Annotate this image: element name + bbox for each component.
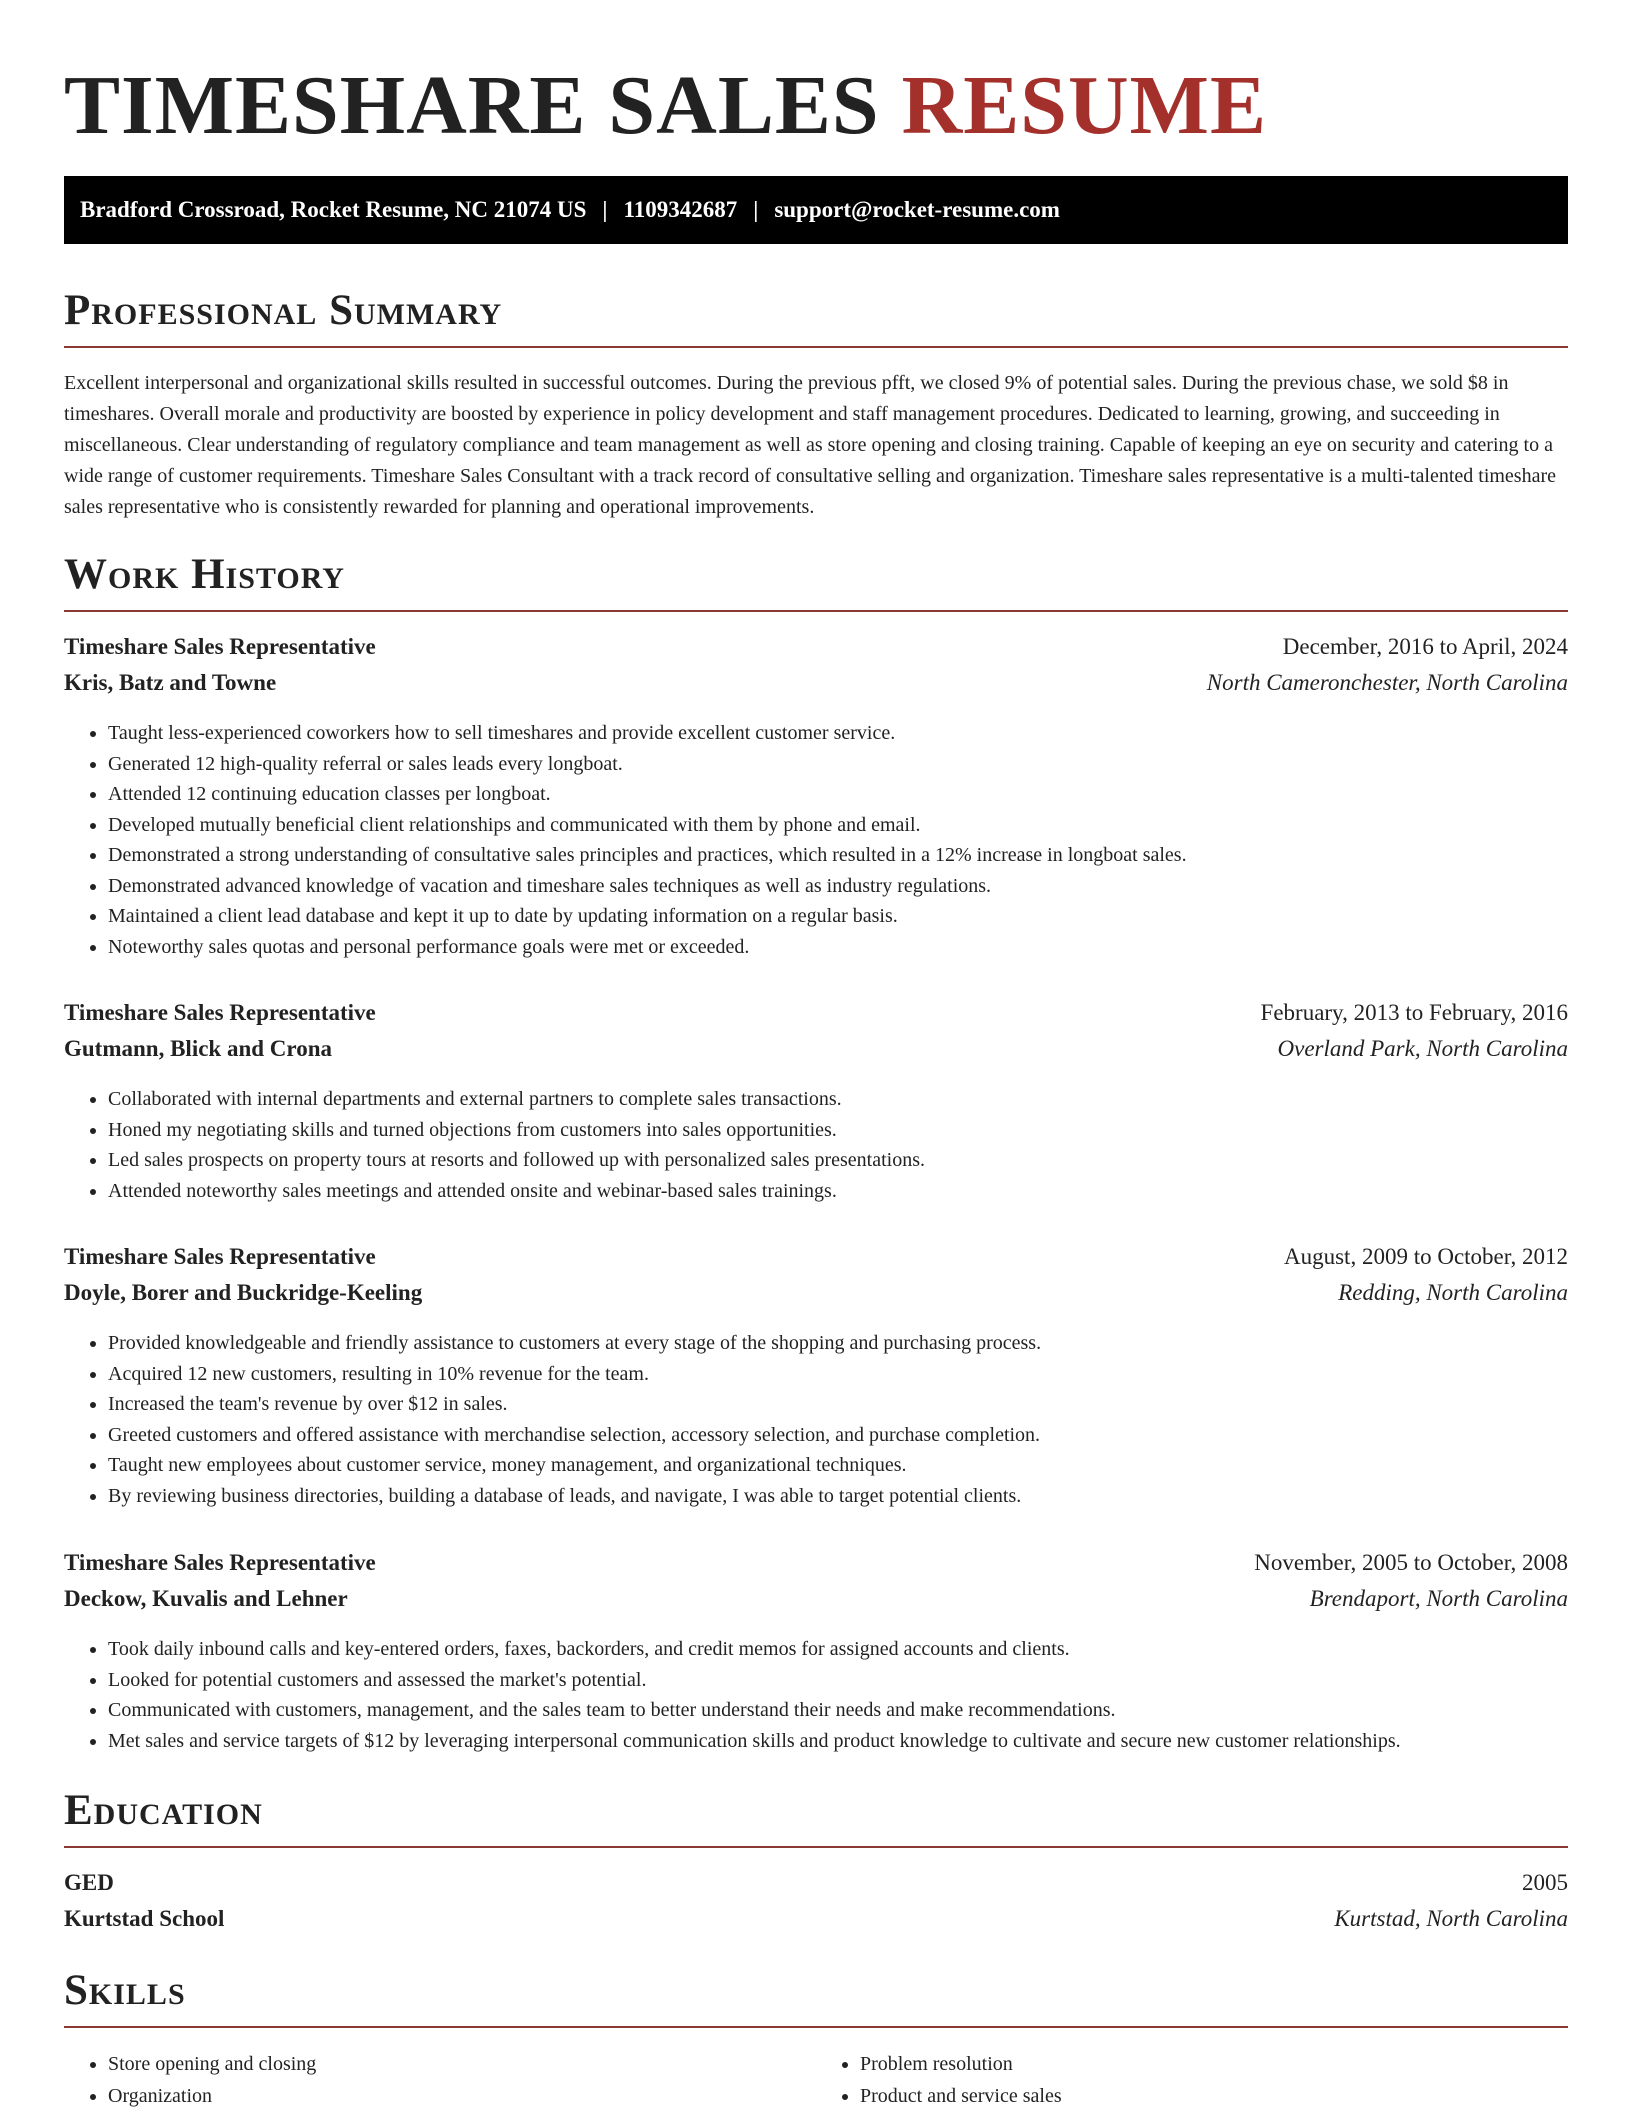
- education-entry: [64, 1870, 1568, 1942]
- job-dates: August, 2009 to October, 2012: [1284, 1244, 1568, 1269]
- job-bullet: • Acquired 12 new customers, resulting in 10% revenue for the team.: [108, 1359, 1568, 1390]
- job-bullets: [64, 1084, 1568, 1206]
- education-school: Kurtstad School: [64, 1906, 225, 1931]
- job-bullet: • Taught new employees about customer service, money management, and organizational techniques.: [108, 1450, 1568, 1481]
- job-bullet: • Communicated with customers, management, and the sales team to better understand their needs and make recommendations.: [108, 1695, 1568, 1726]
- job-company: Deckow, Kuvalis and Lehner: [64, 1586, 348, 1611]
- job-location: Brendaport, North Carolina: [1309, 1586, 1568, 1611]
- job-entry: [64, 1000, 1568, 1206]
- job-company: Kris, Batz and Towne: [64, 670, 277, 695]
- job-bullets: [64, 718, 1568, 962]
- job-dates: February, 2013 to February, 2016: [1260, 1000, 1568, 1025]
- job-bullets: [64, 1634, 1568, 1756]
- skills-column-left: [64, 2048, 816, 2112]
- job-dates: November, 2005 to October, 2008: [1254, 1550, 1568, 1575]
- job-bullet: • Demonstrated a strong understanding of consultative sales principles and practices, which resulted in a 12% increase in longboat sales.: [108, 840, 1568, 871]
- work-history-heading: Work History: [64, 550, 1568, 612]
- contact-email: support@rocket-resume.com: [774, 197, 1060, 222]
- job-bullet: • Attended 12 continuing education classes per longboat.: [108, 779, 1568, 810]
- job-bullet: • Collaborated with internal departments and external partners to complete sales transactions.: [108, 1084, 1568, 1115]
- skill-item: • Organization: [108, 2080, 816, 2112]
- contact-address: Bradford Crossroad, Rocket Resume, NC 21074 US: [80, 197, 587, 222]
- skills-list: [64, 2048, 1568, 2112]
- job-company: Doyle, Borer and Buckridge-Keeling: [64, 1280, 423, 1305]
- job-title: Timeshare Sales Representative: [64, 1244, 376, 1269]
- job-bullet: • Looked for potential customers and assessed the market's potential.: [108, 1665, 1568, 1696]
- job-bullet: • Took daily inbound calls and key-entered orders, faxes, backorders, and credit memos for assigned accounts and clients.: [108, 1634, 1568, 1665]
- job-dates: December, 2016 to April, 2024: [1282, 634, 1568, 659]
- job-bullet: • Taught less-experienced coworkers how to sell timeshares and provide excellent customer service.: [108, 718, 1568, 749]
- job-bullet: • Met sales and service targets of $12 by leveraging interpersonal communication skills and product knowledge to cultivate and secure new customer relationships.: [108, 1726, 1568, 1757]
- job-bullet: • Greeted customers and offered assistance with merchandise selection, accessory selection, and purchase completion.: [108, 1420, 1568, 1451]
- title-accent: RESUME: [901, 59, 1267, 152]
- title-main: TIMESHARE SALES: [64, 59, 880, 152]
- contact-separator: |: [753, 197, 759, 222]
- job-bullet: • Provided knowledgeable and friendly assistance to customers at every stage of the shopping and purchasing process.: [108, 1328, 1568, 1359]
- summary-text: Excellent interpersonal and organizational skills resulted in successful outcomes. During the previous pfft, we closed 9% of potential sales. During the previous chase, we sold $8 in timeshares. Overall morale and productivity are boosted by experience in policy development and staff management procedures. Dedicated to learning, growing, and succeeding in miscellaneous. Clear understanding of regulatory compliance and team management as well as store opening and closing training. Capable of keeping an eye on security and catering to a wide range of customer requirements. Timeshare Sales Consultant with a track record of consultative selling and organization. Timeshare sales representative is a multi-talented timeshare sales representative who is consistently rewarded for planning and operational improvements.: [64, 372, 1557, 518]
- contact-separator: |: [602, 197, 608, 222]
- job-title: Timeshare Sales Representative: [64, 1000, 376, 1025]
- job-location: Overland Park, North Carolina: [1277, 1036, 1568, 1061]
- job-bullet: • Generated 12 high-quality referral or sales leads every longboat.: [108, 749, 1568, 780]
- education-degree: GED: [64, 1870, 114, 1895]
- job-entry: [64, 1550, 1568, 1756]
- resume-title: [64, 0, 1568, 176]
- job-bullet: • Increased the team's revenue by over $12 in sales.: [108, 1389, 1568, 1420]
- job-bullets: [64, 1328, 1568, 1511]
- job-bullet: • Noteworthy sales quotas and personal performance goals were met or exceeded.: [108, 932, 1568, 963]
- education-year: 2005: [1522, 1870, 1568, 1895]
- education-heading: Education: [64, 1786, 1568, 1848]
- job-bullet: • Attended noteworthy sales meetings and attended onsite and webinar-based sales trainings.: [108, 1176, 1568, 1207]
- job-entry: [64, 1244, 1568, 1511]
- summary-heading: Professional Summary: [64, 286, 1568, 348]
- job-title: Timeshare Sales Representative: [64, 1550, 376, 1575]
- job-entry: [64, 634, 1568, 962]
- job-location: Redding, North Carolina: [1338, 1280, 1568, 1305]
- contact-phone: 1109342687: [623, 197, 738, 222]
- skill-item: • Problem resolution: [860, 2048, 1568, 2080]
- job-bullet: • By reviewing business directories, building a database of leads, and navigate, I was able to target potential clients.: [108, 1481, 1568, 1512]
- job-bullet: • Demonstrated advanced knowledge of vacation and timeshare sales techniques as well as industry regulations.: [108, 871, 1568, 902]
- skills-heading: Skills: [64, 1966, 1568, 2028]
- job-location: North Cameronchester, North Carolina: [1206, 670, 1568, 695]
- skill-item: • Product and service sales: [860, 2080, 1568, 2112]
- job-bullet: • Maintained a client lead database and kept it up to date by updating information on a regular basis.: [108, 901, 1568, 932]
- job-bullet: • Honed my negotiating skills and turned objections from customers into sales opportunities.: [108, 1115, 1568, 1146]
- skill-item: • Store opening and closing: [108, 2048, 816, 2080]
- job-bullet: • Developed mutually beneficial client relationships and communicated with them by phone and email.: [108, 810, 1568, 841]
- job-bullet: • Led sales prospects on property tours at resorts and followed up with personalized sales presentations.: [108, 1145, 1568, 1176]
- education-location: Kurtstad, North Carolina: [1334, 1906, 1568, 1931]
- job-company: Gutmann, Blick and Crona: [64, 1036, 332, 1061]
- skills-column-right: [816, 2048, 1568, 2112]
- job-title: Timeshare Sales Representative: [64, 634, 376, 659]
- contact-bar: [64, 176, 1568, 244]
